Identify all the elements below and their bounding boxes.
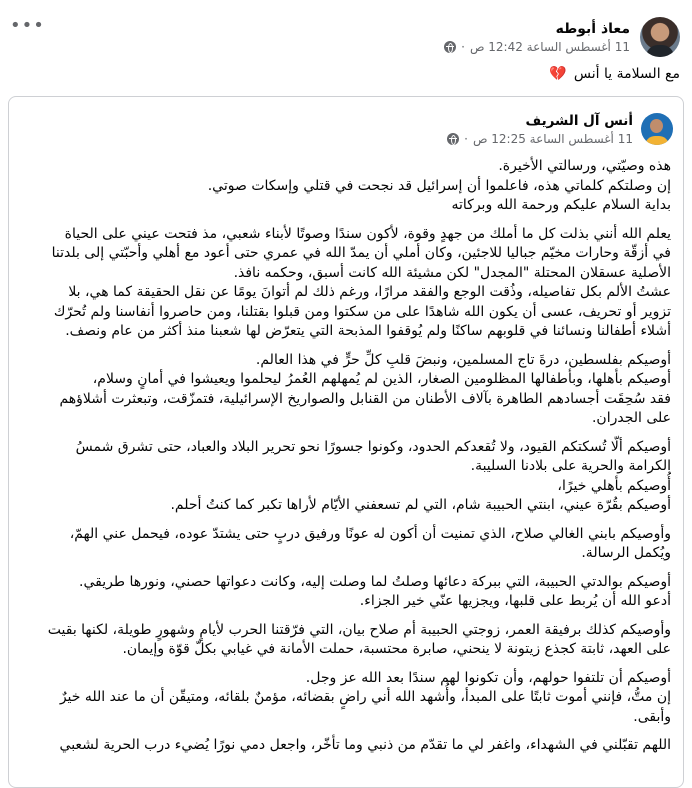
post-timestamp[interactable]: 11 أغسطس الساعة 12:42 ص <box>469 39 630 54</box>
shared-post-header: أنس آل الشريف 11 أغسطس الساعة 12:25 ص · <box>19 109 673 149</box>
shared-paragraph <box>23 669 671 728</box>
paragraph-line: وأوصيكم كذلك برفيقة العمر، زوجتي الحبيبة أم صلاح بيان، التي فرّقتنا الحرب لأيامٍ وشهورٍ طويلة، لكنها بقيت <box>47 621 671 638</box>
shared-paragraph <box>23 621 671 660</box>
broken-heart-icon: 💔 <box>549 66 567 82</box>
paragraph-line: وأوصيكم بابني الغالي صلاح، الذي تمنيت أن أكون له عونًا ورفيق دربٍ حتى يشتدّ عوده، فيحمل عني الهمّ، <box>69 525 671 542</box>
paragraph-line: هذه وصيّتي، ورسالتي الأخيرة. <box>498 158 671 174</box>
paragraph-line: فقد سُحِقَت أجسادهم الطاهرة بآلاف الأطنان من القنابل والصواريخ الإسرائيلية، فتمزّقت، وتبعثرت أشلاؤهم <box>59 390 671 407</box>
paragraph-line: أوصيكم بفلسطين، درةَ تاج المسلمين، ونبضَ قلبِ كلِّ حرٍّ في هذا العالم. <box>255 351 671 368</box>
shared-paragraph <box>23 157 671 216</box>
paragraph-line: عشتُ الألم بكل تفاصيله، وذُقت الوجع والفقد مرارًا، ورغم ذلك لم أتوانَ يومًا عن نقل الحقيقة كما هي، بلا <box>68 284 671 300</box>
paragraph-line: وأبقى. <box>633 708 671 725</box>
globe-icon <box>447 133 459 145</box>
author-name[interactable]: معاذ أبوطه <box>555 20 630 37</box>
paragraph-line: الأصلية عسقلان المحتلة "المجدل" لكن مشيئة الله كانت أسبق، وحكمه نافذ. <box>233 264 671 281</box>
globe-icon <box>444 41 456 53</box>
post-header: معاذ أبوطه 11 أغسطس الساعة 12:42 ص · <box>12 12 680 62</box>
paragraph-line: الكرامة والحرية على بلادنا السليبة. <box>470 458 671 474</box>
paragraph-line: أُوصيكم بأهلي خيرًا، <box>557 477 671 494</box>
shared-paragraph <box>23 573 671 612</box>
shared-post-body <box>23 157 671 765</box>
post-caption <box>12 66 680 82</box>
shared-timestamp[interactable]: 11 أغسطس الساعة 12:25 ص <box>472 131 633 146</box>
paragraph-line: أدعو الله أن يُربط على قلبها، ويجزيها عنّي خير الجزاء. <box>359 593 671 609</box>
shared-paragraph <box>23 736 671 756</box>
more-options-button[interactable]: ••• <box>10 15 45 36</box>
paragraph-line: يعلم الله أنني بذلت كل ما أملك من جهدٍ وقوة، لأكون سندًا وصوتًا لأبناء شعبي، مذ فتحت عيني على الحياة <box>64 225 671 242</box>
shared-author-name[interactable]: أنس آل الشريف <box>525 112 633 129</box>
paragraph-line: أوصيكم ألّا تُسكتكم القيود، ولا تُقعدكم الحدود، وكونوا جسورًا نحو تحرير البلاد والعباد، حتى تشرق شمسُ <box>75 438 671 455</box>
shared-paragraph <box>23 351 671 429</box>
shared-post[interactable] <box>8 96 684 788</box>
paragraph-line: على الجدران. <box>591 410 671 426</box>
paragraph-line: بداية السلام عليكم ورحمة الله وبركاته <box>451 197 671 213</box>
shared-paragraph <box>23 225 671 342</box>
paragraph-line: إن وصلتكم كلماتي هذه، فاعلموا أن إسرائيل قد نجحت في قتلي وإسكات صوتي. <box>207 177 671 194</box>
paragraph-line: أوصيكم أن تلتفوا حولهم، وأن تكونوا لهم سندًا بعد الله عز وجل. <box>305 669 671 686</box>
paragraph-line: على العهد، ثابتة كجذع زيتونة لا ينحني، صابرة محتسبة، حملت الأمانة في غيابي بكلّ قوّة وإيمان. <box>122 641 671 657</box>
shared-paragraph <box>23 438 671 516</box>
paragraph-line: ويُكمل الرسالة. <box>581 545 671 561</box>
paragraph-line: أوصيكم بوالدتي الحبيبة، التي ببركة دعائها وصلتُ لما وصلت إليه، وكانت دعواتها حصني، ونورها طريقي. <box>79 573 671 590</box>
avatar[interactable] <box>640 17 680 57</box>
paragraph-line: في أزقّة وحارات مخيّم جباليا للاجئين، وكان أملي أن يمدّ الله في عمري حتى أعود مع أهلي وأحبّتي إلى بلدتنا <box>51 245 671 261</box>
paragraph-line: أشلاء أطفالنا ونسائنا في قلوبهم ساكنًا ولم يُوقفوا المذبحة التي يتعرّض لها شعبنا منذ أكثر من عام ونصف. <box>65 323 671 339</box>
shared-avatar[interactable] <box>641 113 673 145</box>
shared-paragraph <box>23 525 671 564</box>
paragraph-line: أوصيكم بأهلها، وبأطفالها المظلومين الصغار، الذين لم يُمهلهم العُمرُ ليحلموا ويعيشوا في أمانٍ وسلام، <box>92 371 671 387</box>
caption-text: مع السلامة يا أنس <box>573 66 680 82</box>
paragraph-line: اللهم تقبّلني في الشهداء، واغفر لي ما تقدّم من ذنبي وما تأخّر، واجعل دمي نورًا يُضيء درب الحرية لشعبي <box>59 737 671 753</box>
paragraph-line: إن متُّ، فإنني أموت ثابتًا على المبدأ، وأُشهد الله أني راضٍ بقضائه، مؤمنٌ بلقائه، ومتيقّن أن ما عند الله خيرٌ <box>59 689 671 705</box>
paragraph-line: تزوير أو تحريف، عسى أن يكون الله شاهدًا على من سكتوا ومن قبلوا بقتلنا، ومن حاصروا أنفاسنا ولم تُحرّك <box>53 303 671 320</box>
paragraph-line: أوصيكم بقُرّة عيني، ابنتي الحبيبة شام، التي لم تسعفني الأيّام لأراها تكبر كما كنتُ أحلم. <box>170 497 671 513</box>
